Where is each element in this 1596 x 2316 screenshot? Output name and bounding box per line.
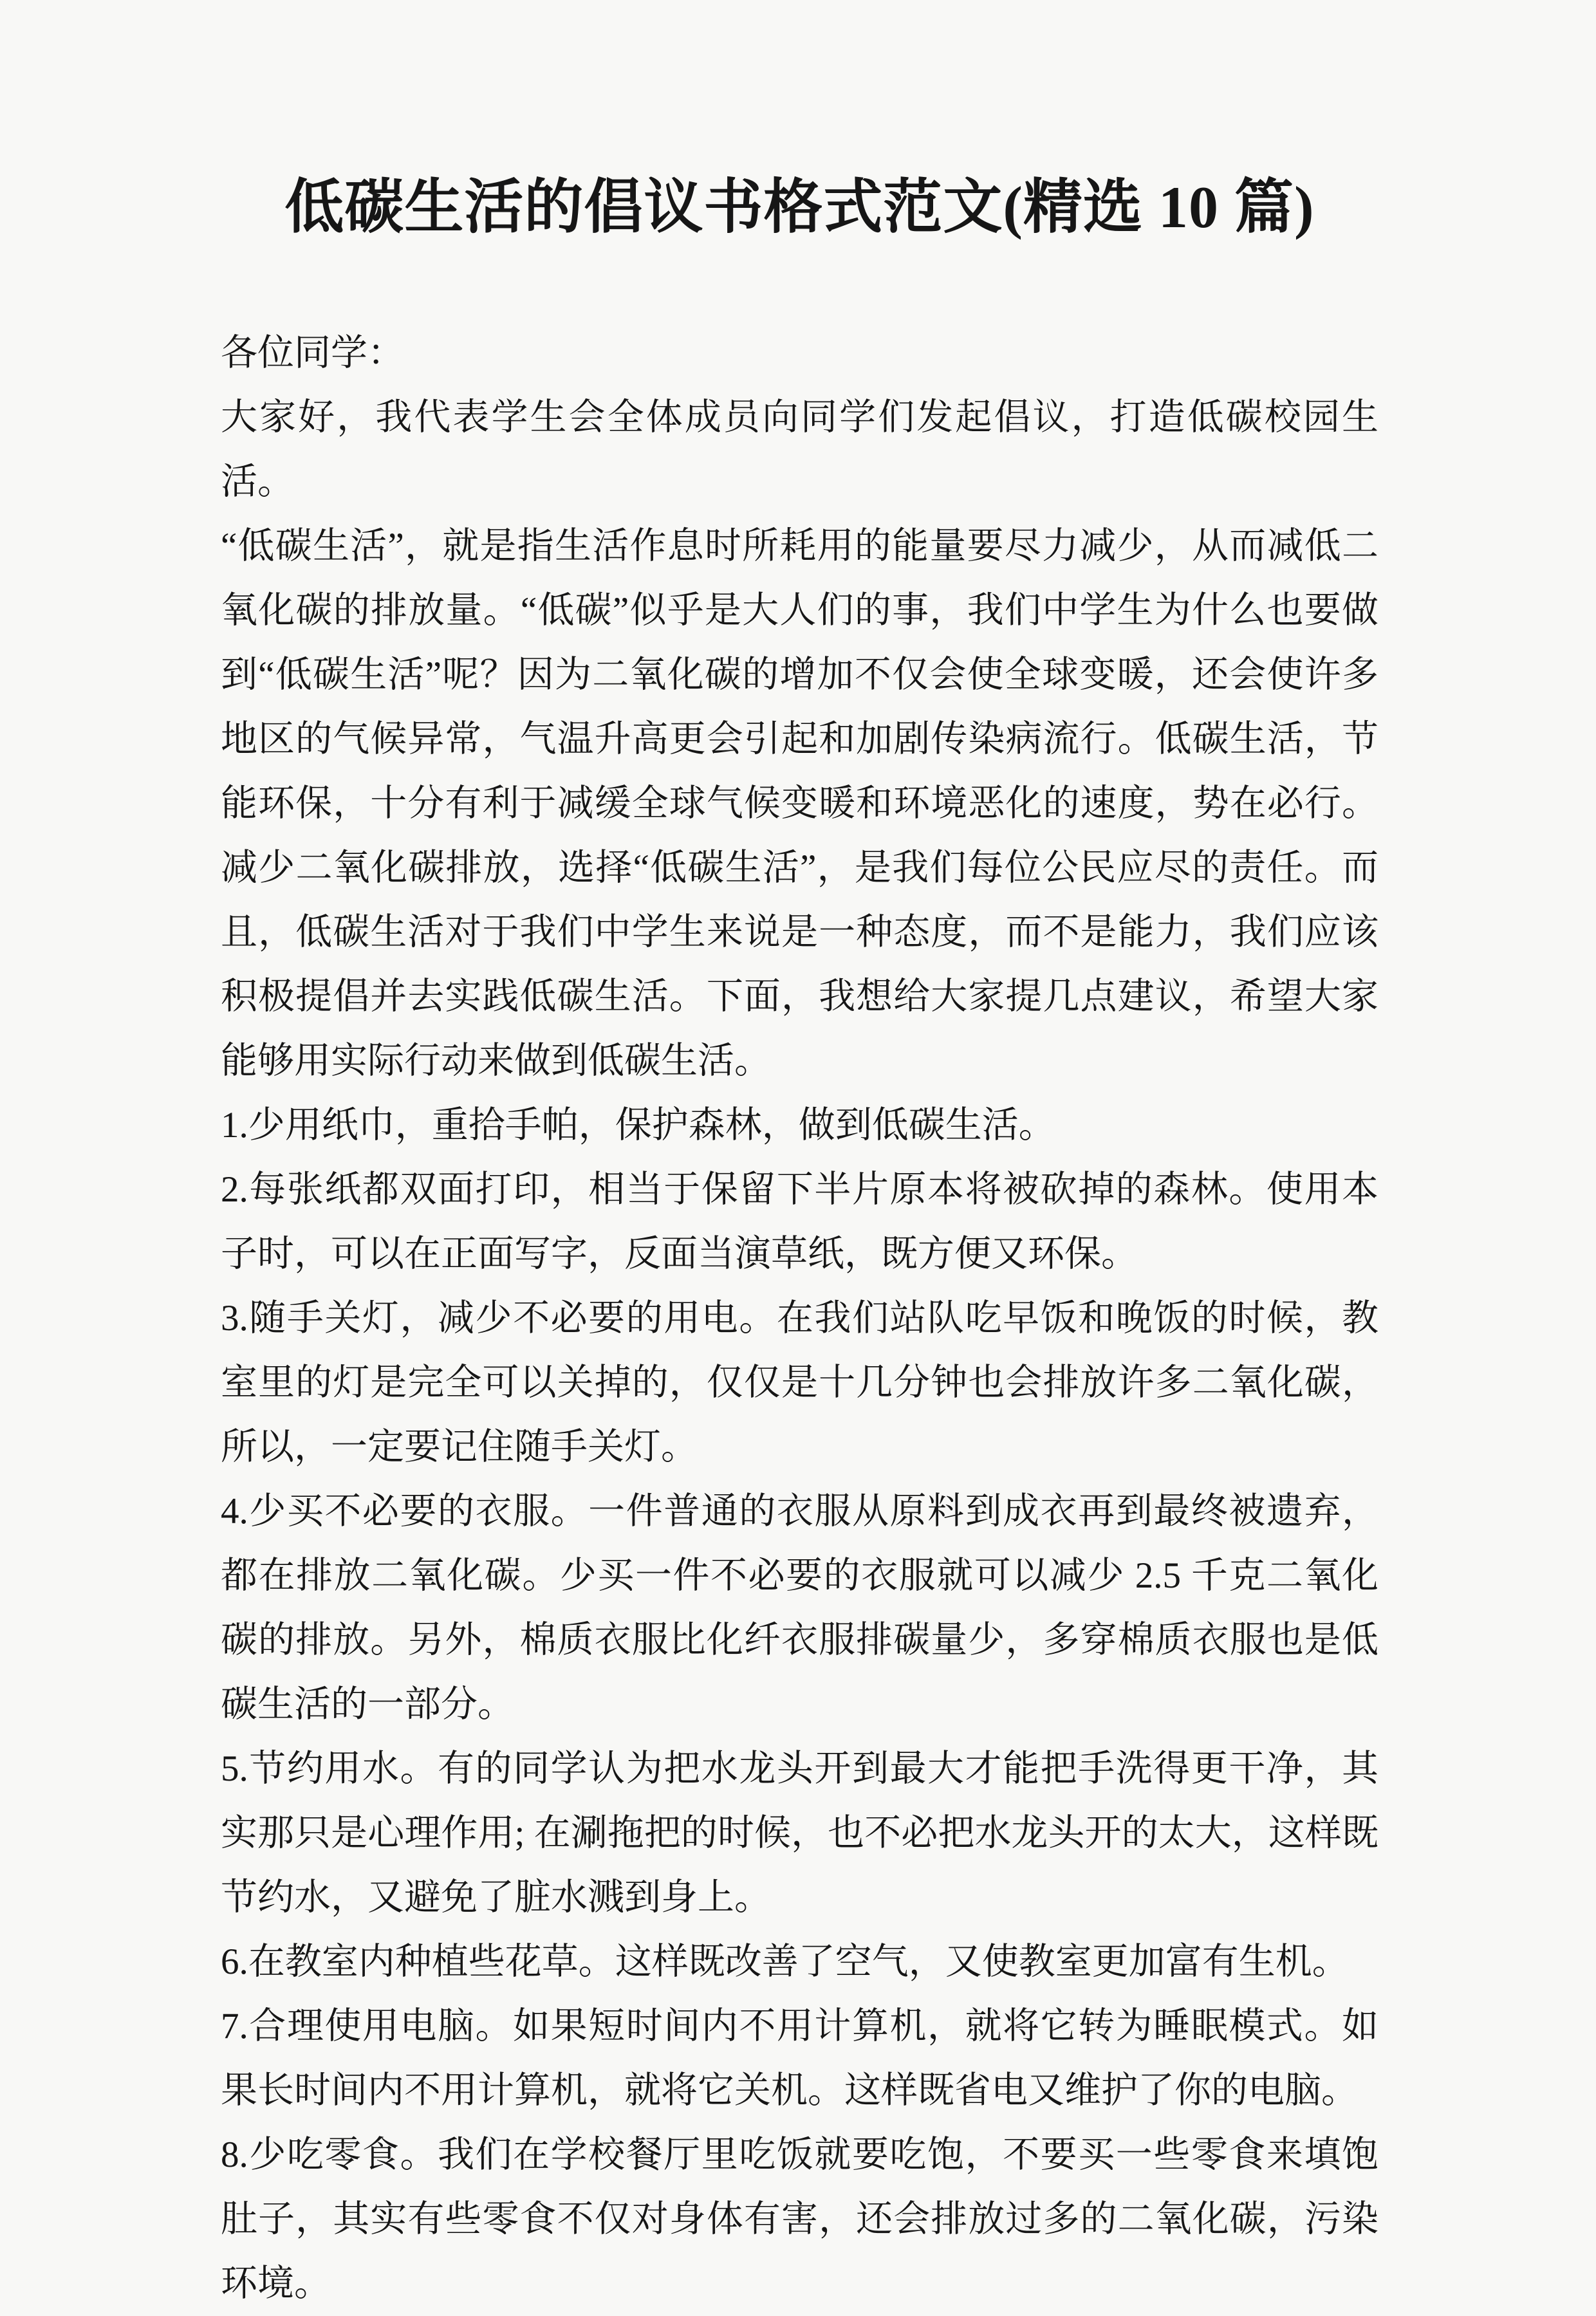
intro-paragraph: “低碳生活”，就是指生活作息时所耗用的能量要尽力减少，从而减低二氧化碳的排放量。“低碳”似乎是大人们的事，我们中学生为什么也要做到“低碳生活”呢？因为二氧化碳的增加不仅会使全球变暖，还会使许多地区的气候异常，气温升高更会引起和加剧传染病流行。低碳生活，节能环保，十分有利于减缓全球气候变暖和环境恶化的速度，势在必行。减少二氧化碳排放，选择“低碳生活”，是我们每位公民应尽的责任。而且，低碳生活对于我们中学生来说是一种态度，而不是能力，我们应该积极提倡并去实践低碳生活。下面，我想给大家提几点建议，希望大家能够用实际行动来做到低碳生活。 [221, 526, 1378, 1082]
greeting-paragraph: 大家好，我代表学生会全体成员向同学们发起倡议，打造低碳校园生活。 [221, 397, 1378, 503]
document-body [221, 321, 1378, 2316]
salutation-line: 各位同学： [221, 333, 404, 374]
suggestion-item-5: 5.节约用水。有的同学认为把水龙头开到最大才能把手洗得更干净，其实那只是心理作用; 在涮拖把的时候，也不必把水龙头开的太大，这样既节约水，又避免了脏水溅到身上。 [221, 1748, 1378, 1918]
suggestion-item-2: 2.每张纸都双面打印，相当于保留下半片原本将被砍掉的森林。使用本子时，可以在正面写字，反面当演草纸，既方便又环保。 [221, 1169, 1378, 1275]
suggestion-item-4: 4.少买不必要的衣服。一件普通的衣服从原料到成衣再到最终被遗弃，都在排放二氧化碳。少买一件不必要的衣服就可以减少 2.5 千克二氧化碳的排放。另外，棉质衣服比化纤衣服排碳量少，多穿棉质衣服也是低碳生活的一部分。 [221, 1491, 1378, 1725]
document-title: 低碳生活的倡议书格式范文(精选 10 篇) [284, 174, 1315, 240]
suggestion-item-1: 1.少用纸巾，重拾手帕，保护森林，做到低碳生活。 [221, 1105, 1055, 1146]
suggestion-item-8: 8.少吃零食。我们在学校餐厅里吃饭就要吃饱，不要买一些零食来填饱肚子，其实有些零食不仅对身体有害，还会排放过多的二氧化碳，污染环境。 [221, 2135, 1378, 2304]
suggestion-item-3: 3.随手关灯，减少不必要的用电。在我们站队吃早饭和晚饭的时候，教室里的灯是完全可以关掉的，仅仅是十几分钟也会排放许多二氧化碳，所以，一定要记住随手关灯。 [221, 1298, 1378, 1468]
suggestion-item-7: 7.合理使用电脑。如果短时间内不用计算机，就将它转为睡眠模式。如果长时间内不用计算机，就将它关机。这样既省电又维护了你的电脑。 [221, 2006, 1378, 2111]
suggestion-item-6: 6.在教室内种植些花草。这样既改善了空气，又使教室更加富有生机。 [221, 1941, 1349, 1983]
